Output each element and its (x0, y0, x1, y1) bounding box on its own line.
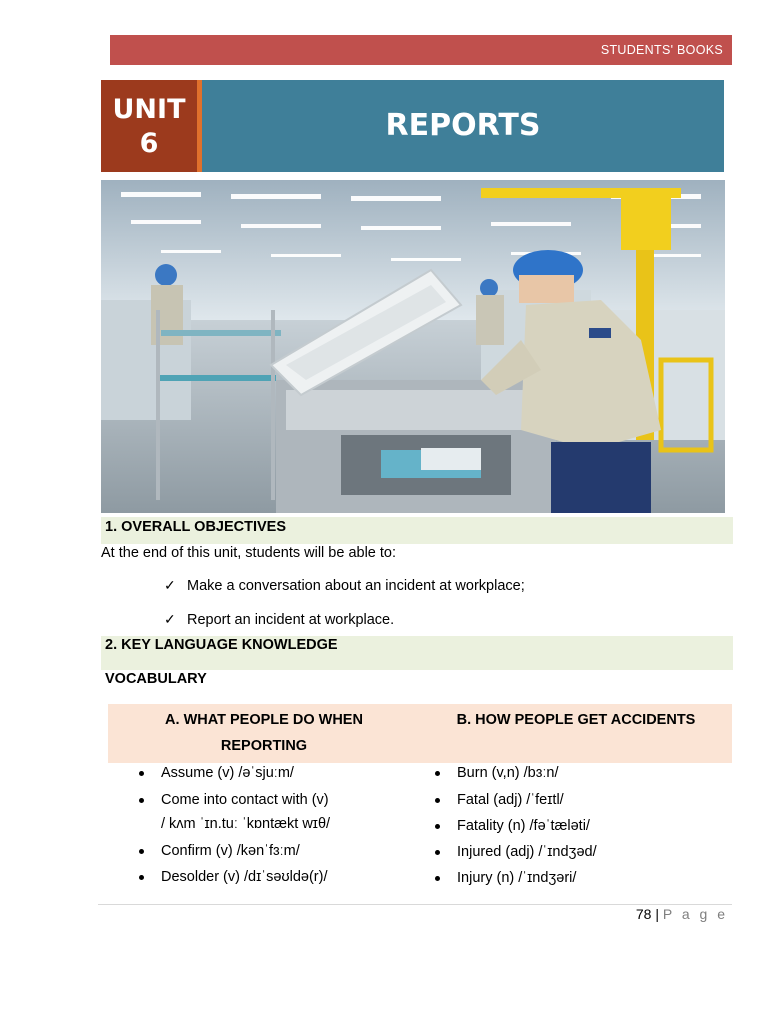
vocab-a-item: Desolder (v) /dɪˈsəʊldə(r)/ (161, 869, 328, 885)
unit-badge (101, 80, 197, 172)
unit-label: UNIT (112, 94, 186, 125)
check-icon: ✓ (164, 577, 176, 593)
header-band-text: STUDENTS' BOOKS (600, 43, 723, 57)
vocab-b-item: Burn (v,n) /bɜːn/ (457, 765, 559, 781)
objective-item: Report an incident at workplace. (187, 612, 395, 628)
bullet-dot (139, 771, 144, 776)
factory-illustration (101, 180, 725, 513)
footer-divider (98, 904, 732, 905)
vocab-a-item: Come into contact with (v) (161, 792, 329, 808)
page-number: 78 (635, 906, 652, 922)
bullet-dot (139, 875, 144, 880)
section-objectives-bar (101, 517, 733, 544)
page-separator: | (655, 906, 659, 922)
objectives-intro: At the end of this unit, students will be able to: (101, 545, 397, 561)
vocab-a-item: Confirm (v) /kənˈfɜːm/ (161, 843, 300, 859)
factory-photo (101, 180, 725, 513)
unit-title-banner (202, 80, 724, 172)
bullet-dot (435, 798, 440, 803)
vocab-a-item: Assume (v) /əˈsjuːm/ (161, 765, 294, 781)
unit-number: 6 (139, 128, 159, 159)
bullet-dot (435, 876, 440, 881)
bullet-dot (435, 824, 440, 829)
vocab-b-item: Fatal (adj) /ˈfeɪtl/ (457, 792, 564, 808)
bullet-dot (139, 798, 144, 803)
header-band (110, 35, 732, 65)
col-b-title: B. HOW PEOPLE GET ACCIDENTS (456, 712, 696, 728)
col-a-title-line1: A. WHAT PEOPLE DO WHEN (165, 712, 363, 728)
vocab-table-header (108, 704, 732, 763)
vocabulary-subheading: VOCABULARY (105, 671, 207, 687)
vocab-b-item: Injured (adj) /ˈɪndʒəd/ (457, 844, 597, 860)
objective-item: Make a conversation about an incident at workplace; (187, 578, 525, 594)
bullet-dot (435, 771, 440, 776)
bullet-dot (435, 850, 440, 855)
page-footer (636, 906, 728, 922)
vocab-b-item: Injury (n) /ˈɪndʒəri/ (457, 870, 577, 886)
check-icon: ✓ (164, 611, 176, 627)
bullet-dot (139, 849, 144, 854)
col-a-title-line2: REPORTING (220, 738, 308, 754)
section-knowledge-heading: 2. KEY LANGUAGE KNOWLEDGE (105, 637, 338, 653)
section-objectives-heading: 1. OVERALL OBJECTIVES (105, 519, 287, 535)
page-word: P a g e (662, 906, 728, 922)
section-knowledge-bar (101, 636, 733, 670)
vocab-a-item-phonetic: / kʌm ˈɪn.tuː ˈkɒntækt wɪθ/ (161, 816, 331, 832)
unit-title: REPORTS (385, 108, 541, 143)
vocab-b-item: Fatality (n) /fəˈtæləti/ (457, 818, 590, 834)
